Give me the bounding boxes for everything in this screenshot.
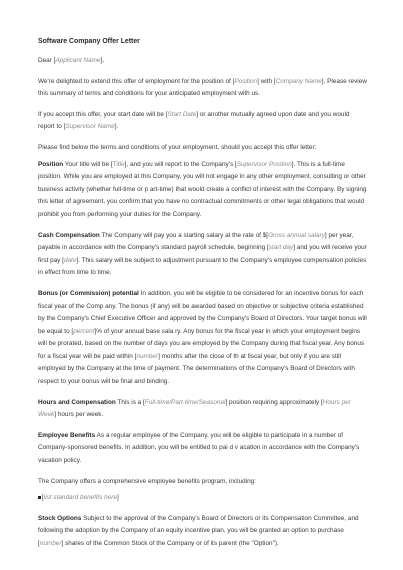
- benefits-list-placeholder: list standard benefits here: [43, 494, 117, 502]
- number-placeholder: number: [136, 352, 159, 360]
- start-day-placeholder: start day: [268, 244, 294, 252]
- shares-number-placeholder: number: [39, 540, 62, 547]
- gross-salary-placeholder: Gross annual salary: [268, 231, 325, 239]
- text: The Company will pay you a starting salary at the rate of $[: [99, 231, 269, 239]
- text: ] and you will receive your first pay [: [38, 244, 367, 264]
- supervisor-position-placeholder: Supervisor Position: [236, 160, 292, 168]
- text: [: [42, 494, 44, 502]
- text: We're delighted to extend this offer of employment for the position of [: [38, 77, 235, 85]
- bullet-icon: [38, 496, 41, 499]
- text: In addition, you will be eligible to be considered for an incentive bonus for each fiscal year of the Comp any. The bonus (if any) will be awarded based on objective or subjective criteria established by the Company's Chief Executive Officer and approved by the Company's Board of Directors. Your target bonus will be equal to [: [38, 289, 367, 335]
- text: ]% of your annual base sala ry. Any bonus for the fiscal year in which your employment begins will be prorated, based on the number of days you are employed by the Company during that fiscal year. Any bonus for a fiscal year will be paid within [: [38, 327, 365, 360]
- text: ], and you will report to the Company's [: [124, 160, 237, 168]
- bonus-section: [38, 288, 367, 389]
- text: ] or another mutually agreed upon date and you would report to [: [38, 110, 350, 131]
- start-date-paragraph: [38, 109, 367, 134]
- start-date-placeholder: Start Date: [167, 110, 197, 118]
- salutation: [38, 55, 367, 68]
- text: ] shares of the Common Stock of the Company or of its parent (the "Option").: [61, 540, 279, 547]
- terms-intro-paragraph: Please find below the terms and conditions of your employment, should you accept this offer letter:: [38, 143, 317, 151]
- text: Your title will be [: [63, 160, 113, 168]
- benefits-program-paragraph: The Company offers a comprehensive employee benefits program, including:: [38, 477, 256, 485]
- position-section: [38, 159, 367, 222]
- benefits-list-item: [38, 492, 367, 505]
- stock-options-section: [38, 513, 367, 551]
- company-name-placeholder: Company Name: [275, 77, 322, 85]
- text: ] per year, payable in accordance with the Company's standard payroll schedule, beginning [: [38, 231, 354, 252]
- employment-type-placeholder: Full-time/Part-time/Seasonal: [144, 398, 226, 406]
- text: ].: [114, 123, 119, 131]
- text: Subject to the approval of the Company's Board of Directors or its Compensation Committee, and following the adoption by the Company of an equity incentive plan, you will be granted an option to purchase [: [38, 514, 359, 547]
- position-placeholder: Position: [234, 77, 258, 85]
- percent-placeholder: percent: [73, 327, 95, 335]
- position-heading: Position: [38, 160, 64, 168]
- text: ] position requiring approximately [: [225, 398, 323, 406]
- benefits-heading: Employee Benefits: [38, 431, 96, 439]
- bonus-heading: Bonus (or Commission) potential: [38, 289, 139, 297]
- text: ] with [: [257, 77, 276, 85]
- text: ]. This is a full-time position. While you are employed at this Company, you will not engage in any other employment, consulting or other business activity (whether full-time or p art-time) that would create a conflict of interest with the Company. By signing this letter of agreement, you confirm that you have no contractual commitments or other legal obligations that would prohibit you from performing your duties for the Company.: [38, 160, 367, 218]
- supervisor-name-placeholder: Supervisor Name: [65, 123, 115, 131]
- benefits-section: [38, 430, 367, 468]
- applicant-name-placeholder: Applicant Name: [55, 57, 101, 64]
- pay-date-placeholder: date: [63, 256, 77, 264]
- hours-heading: Hours and Compensation: [38, 398, 116, 406]
- text: This is a [: [115, 398, 145, 406]
- text: If you accept this offer, your start date will be [: [38, 110, 168, 118]
- text: ] months after the close of th at fiscal year, but only if you are still employed by the Company at the time of payment. The determinations of the Company's Board of Directors with respect to your bonus will be final and binding.: [38, 352, 355, 386]
- hours-per-week-placeholder: Hours per Week: [38, 398, 351, 419]
- text: As a regular employee of the Company, you will be eligible to participate in a number of Company-sponsored benefits. In addition, you will be entitled to pai d v acation in accordance with the Company's vacation policy.: [38, 431, 360, 465]
- text: ] hours per week.: [54, 411, 104, 419]
- text: ]. This salary will be subject to adjustment pursuant to the Company's employee compensation policies in effect from time to time.: [38, 256, 367, 277]
- stock-options-heading: Stock Options: [38, 514, 82, 522]
- intro-paragraph: [38, 76, 367, 101]
- title-placeholder: Title: [112, 160, 125, 168]
- cash-compensation-section: [38, 230, 367, 280]
- document-title: Software Company Offer Letter: [38, 38, 140, 45]
- cash-compensation-heading: Cash Compensation: [38, 231, 100, 239]
- text: ]. Please review this summary of terms and conditions for your anticipated employment with us.: [38, 77, 367, 98]
- hours-section: [38, 397, 367, 422]
- text: ]: [116, 494, 119, 502]
- salutation-text-end: ],: [100, 57, 105, 64]
- salutation-text: Dear [: [38, 57, 56, 64]
